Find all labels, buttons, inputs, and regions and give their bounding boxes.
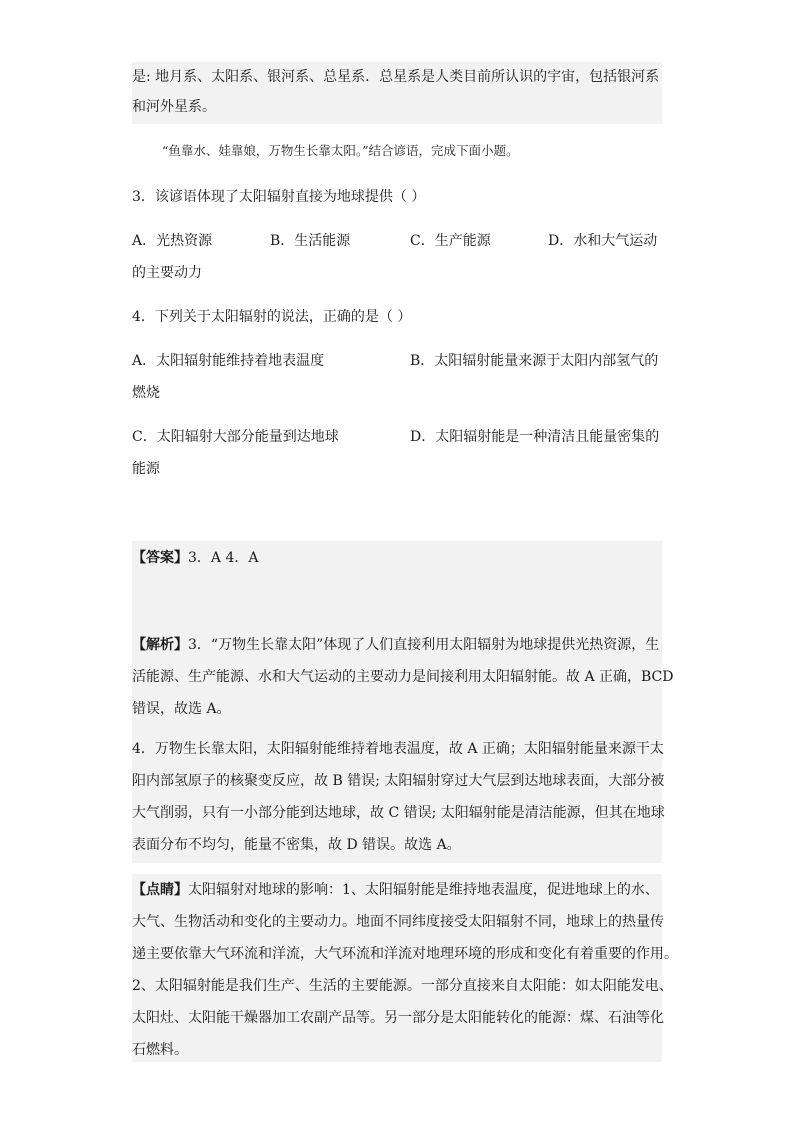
point-line-6: 石燃料。	[132, 1042, 188, 1058]
analysis-p2-line-3: 大气削弱，只有一小部分能到达地球，故 C 错误; 太阳辐射能是清洁能源，但其在地球	[132, 805, 665, 821]
point-line-3: 递主要依靠大气环流和洋流，大气环流和洋流对地理环境的形成和变化有着重要的作用。	[132, 946, 678, 962]
answer-label: 【答案】	[132, 550, 188, 566]
analysis-block	[132, 599, 674, 863]
q4-option-d-continued: 能源	[132, 461, 160, 477]
analysis-text-1: 3．“万物生长靠太阳”体现了人们直接利用太阳辐射为地球提供光热资源，生	[188, 637, 660, 653]
point-block	[132, 874, 678, 1062]
point-line-4: 2、太阳辐射能是我们生产、生活的主要能源。一部分直接来自太阳能：如太阳能发电、	[132, 978, 673, 994]
question-4-stem: 4．下列关于太阳辐射的说法，正确的是（ ）	[132, 309, 412, 325]
q4-option-d: D．太阳辐射能是一种清洁且能量密集的	[410, 429, 660, 445]
question-prompt: “鱼靠水、娃靠娘，万物生长靠太阳。”结合谚语，完成下面小题。	[162, 143, 519, 158]
analysis-line-3: 错误，故选 A。	[132, 701, 231, 717]
q3-option-c: C．生产能源	[410, 233, 491, 249]
answer-text: 3．A 4．A	[188, 550, 259, 566]
analysis-line-1	[132, 629, 662, 661]
point-text-1: 太阳辐射对地球的影响：1、太阳辐射能是维持地表温度，促进地球上的水、	[188, 882, 659, 898]
analysis-label: 【解析】	[132, 637, 188, 653]
point-line-5: 太阳灶、太阳能干燥器加工农副产品等。另一部分是太阳能转化的能源：煤、石油等化	[132, 1010, 664, 1026]
answer-line	[132, 541, 662, 575]
point-label: 【点睛】	[132, 882, 188, 898]
intro-line-2: 和河外星系。	[132, 99, 216, 115]
question-3-stem: 3．该谚语体现了太阳辐射直接为地球提供（ ）	[132, 189, 426, 205]
q3-option-a: A．光热资源	[132, 233, 213, 249]
answer-block	[132, 541, 662, 599]
q3-option-b: B．生活能源	[270, 233, 351, 249]
q3-option-d-continued: 的主要动力	[132, 265, 202, 281]
q4-option-b-continued: 燃烧	[132, 385, 160, 401]
point-line-1	[132, 874, 662, 906]
point-line-2: 大气、生物活动和变化的主要动力。地面不同纬度接受太阳辐射不同，地球上的热量传	[132, 914, 664, 930]
analysis-p2-line-1: 4．万物生长靠太阳，太阳辐射能维持着地表温度，故 A 正确；太阳辐射能量来源干太	[132, 741, 664, 757]
analysis-p2-line-4: 表面分布不均匀，能量不密集，故 D 错误。故选 A。	[132, 837, 461, 853]
q4-option-c: C．太阳辐射大部分能量到达地球	[132, 429, 339, 445]
intro-line-1: 是: 地月系、太阳系、银河系、总星系．总星系是人类目前所认识的宇宙，包括银河系	[132, 69, 660, 85]
analysis-line-2: 活能源、生产能源、水和大气运动的主要动力是间接利用太阳辐射能。故 A 正确，BCD	[132, 669, 674, 685]
q3-option-d: D．水和大气运动	[548, 233, 658, 249]
intro-block	[132, 62, 662, 124]
q4-option-b: B．太阳辐射能量来源于太阳内部氢气的	[410, 353, 659, 369]
q4-option-a: A．太阳辐射能维持着地表温度	[132, 353, 325, 369]
analysis-p2-line-2: 阳内部氢原子的核聚变反应，故 B 错误; 太阳辐射穿过大气层到达地球表面，大部分被	[132, 773, 665, 789]
